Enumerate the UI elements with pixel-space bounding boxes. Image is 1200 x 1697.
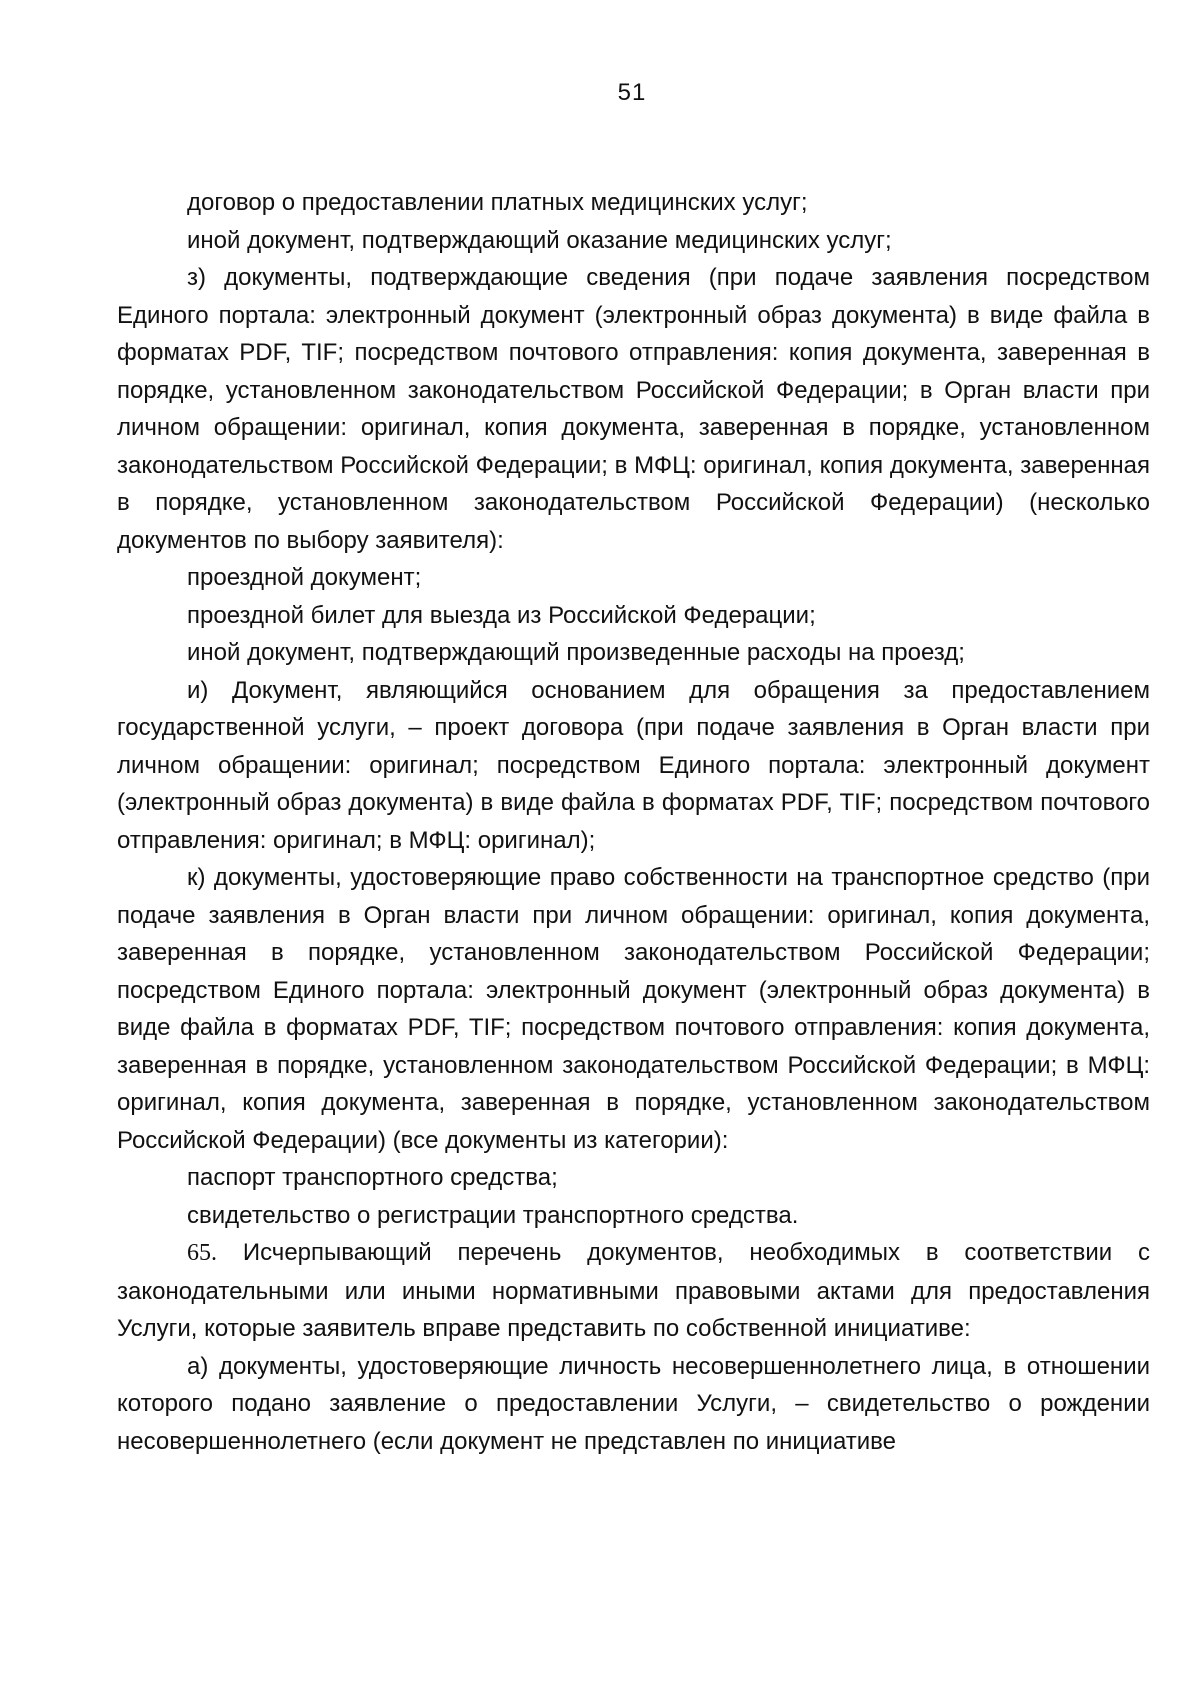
paragraph-travel-document: проездной документ; xyxy=(187,564,422,591)
paragraph-item-z: з) документы, подтверждающие сведения (при подаче заявления посредством Единого портала: электронный документ (электронный образ документа) в виде файла в форматах PDF, TIF; посредством почтового отправления: копия документа, заверенная в порядке, установленном законодательством Российской Федерации; в Орган власти при личном обращении: оригинал, копия документа, заверенная в порядке, установленном законодательством Российской Федерации; в МФЦ: оригинал, копия документа, заверенная в порядке, установленном законодательством Российской Федерации) (несколько документов по выбору заявителя): xyxy=(117,264,1150,554)
paragraph-vehicle-registration: свидетельство о регистрации транспортного средства. xyxy=(187,1201,799,1229)
paragraph-other-medical-document: иной документ, подтверждающий оказание медицинских услуг; xyxy=(187,226,892,254)
paragraph-other-travel-document: иной документ, подтверждающий произведенные расходы на проезд; xyxy=(187,639,965,666)
paragraph-travel-ticket: проездной билет для выезда из Российской Федерации; xyxy=(187,601,816,629)
section-number: 65. xyxy=(187,1240,217,1266)
paragraph-medical-contract: договор о предоставлении платных медицинских услуг; xyxy=(187,189,808,216)
page-number: 51 xyxy=(617,79,647,106)
paragraph-section-65 xyxy=(117,1234,1150,1348)
paragraph-item-a: а) документы, удостоверяющие личность несовершеннолетнего лица, в отношении которого подано заявление о предоставлении Услуги, – свидетельство о рождении несовершеннолетнего (если документ не представлен по инициативе xyxy=(117,1352,1150,1455)
paragraph-item-i: и) Документ, являющийся основанием для обращения за предоставлением государственной услуги, – проект договора (при подаче заявления в Орган власти при личном обращении: оригинал; посредством Единого портала: электронный документ (электронный образ документа) в виде файла в форматах PDF, TIF; посредством почтового отправления: оригинал; в МФЦ: оригинал); xyxy=(117,676,1150,854)
paragraph-vehicle-passport: паспорт транспортного средства; xyxy=(187,1164,558,1191)
section-65-text: Исчерпывающий перечень документов, необходимых в соответствии с законодательными или иными нормативными правовыми актами для предоставления Услуги, которые заявитель вправе представить по собственной инициативе: xyxy=(117,1239,1150,1342)
paragraph-item-k: к) документы, удостоверяющие право собственности на транспортное средство (при подаче заявления в Орган власти при личном обращении: оригинал, копия документа, заверенная в порядке, установленном законодательством Российской Федерации; посредством Единого портала: электронный документ (электронный образ документа) в виде файла в форматах PDF, TIF; посредством почтового отправления: копия документа, заверенная в порядке, установленном законодательством Российской Федерации; в МФЦ: оригинал, копия документа, заверенная в порядке, установленном законодательством Российской Федерации) (все документы из категории): xyxy=(117,864,1150,1154)
document-body xyxy=(117,184,1150,1460)
